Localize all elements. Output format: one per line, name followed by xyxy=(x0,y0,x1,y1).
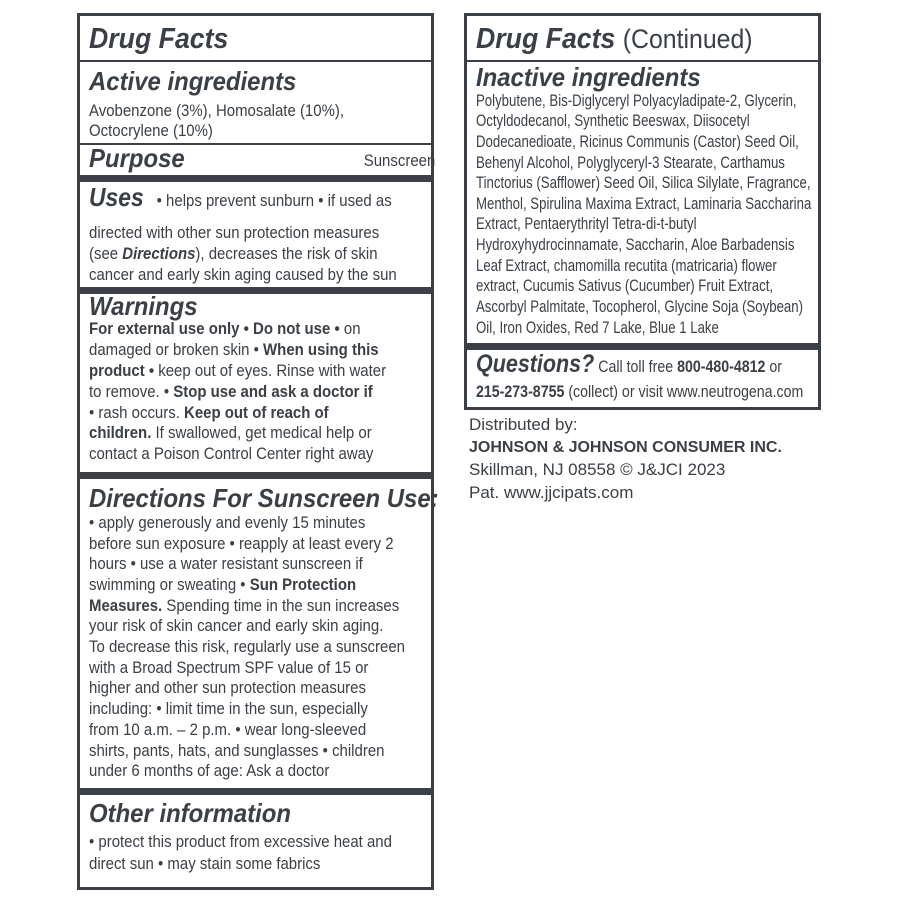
directions-line: shirts, pants, hats, and sunglasses • children xyxy=(89,741,385,760)
directions-heading: Directions For Sunscreen Use: xyxy=(89,483,439,513)
uses-line: directed with other sun protection measures xyxy=(89,223,380,242)
active-ingredients-line: Avobenzone (3%), Homosalate (10%), xyxy=(89,101,345,120)
directions-line: including: • limit time in the sun, especially xyxy=(89,699,368,718)
directions-line: To decrease this risk, regularly use a sunscreen xyxy=(89,637,405,656)
inactive-ingredients-line: Octyldodecanol, Synthetic Beeswax, Diisocetyl xyxy=(476,112,750,130)
inactive-ingredients-line: Extract, Pentaerythrityl Tetra-di-t-butyl xyxy=(476,215,697,233)
uses-text: (see xyxy=(89,244,123,263)
divider xyxy=(80,788,431,795)
uses-line: cancer and early skin aging caused by the sun xyxy=(89,265,397,284)
other-information-line: • protect this product from excessive heat and xyxy=(89,832,392,851)
active-ingredients-line: Octocrylene (10%) xyxy=(89,121,213,140)
inactive-ingredients-line: Leaf Extract, chamomilla recutita (matricaria) flower xyxy=(476,257,777,275)
directions-line: swimming or sweating • Sun Protection xyxy=(89,575,357,594)
directions-line: hours • use a water resistant sunscreen if xyxy=(89,554,363,573)
active-ingredients-heading: Active ingredients xyxy=(89,66,297,96)
directions-line: under 6 months of age: Ask a doctor xyxy=(89,761,330,780)
questions-heading: Questions? xyxy=(476,350,595,378)
uses-text: • helps prevent sunburn • if used as xyxy=(156,191,392,210)
inactive-ingredients-line: Behenyl Alcohol, Polyglyceryl-3 Stearate, Carthamus xyxy=(476,154,785,172)
directions-line: • apply generously and evenly 15 minutes xyxy=(89,513,366,532)
inactive-ingredients-line: Menthol, Spirulina Maxima Extract, Laminaria Saccharina xyxy=(476,195,812,213)
directions-line: before sun exposure • reapply at least every 2 xyxy=(89,534,394,553)
inactive-ingredients-line: Ascorbyl Palmitate, Tocopherol, Glycine Soja (Soybean) xyxy=(476,298,803,316)
distributed-by-label: Distributed by: xyxy=(469,415,578,434)
panel-title: Drug Facts xyxy=(89,23,229,55)
inactive-ingredients-line: Tinctorius (Safflower) Seed Oil, Silica Silylate, Fragrance, xyxy=(476,174,811,192)
warnings-heading: Warnings xyxy=(89,291,198,321)
phone-number: 215-273-8755 xyxy=(476,383,565,401)
drug-facts-panel xyxy=(77,13,439,890)
inactive-ingredients-line: Dodecanedioate, Ricinus Communis (Castor) Seed Oil, xyxy=(476,133,799,151)
directions-ref: Directions xyxy=(122,244,196,263)
inactive-ingredients-line: Polybutene, Bis-Diglyceryl Polyacyladipate-2, Glycerin, xyxy=(476,92,797,110)
drug-facts-continued-panel xyxy=(464,13,821,410)
distributor-company: JOHNSON & JOHNSON CONSUMER INC. xyxy=(469,439,782,456)
uses-line xyxy=(89,184,392,211)
warnings-line: children. If swallowed, get medical help or xyxy=(89,423,372,442)
other-information-line: direct sun • may stain some fabrics xyxy=(89,854,321,873)
purpose-heading: Purpose xyxy=(89,143,185,173)
distributor-patent: Pat. www.jjcipats.com xyxy=(469,483,634,502)
panel-title xyxy=(476,23,753,55)
divider xyxy=(80,60,431,62)
divider xyxy=(467,343,818,350)
warnings-line: For external use only • Do not use • on xyxy=(89,319,361,338)
divider xyxy=(80,472,431,479)
directions-line: from 10 a.m. – 2 p.m. • wear long-sleeved xyxy=(89,720,367,739)
uses-line xyxy=(89,244,378,264)
uses-heading: Uses xyxy=(89,182,144,212)
warnings-line: • rash occurs. Keep out of reach of xyxy=(89,403,329,422)
inactive-ingredients-heading: Inactive ingredients xyxy=(476,62,701,92)
directions-line: with a Broad Spectrum SPF value of 15 or xyxy=(89,658,369,677)
questions-line: 215-273-8755 (collect) or visit www.neutrogena.com xyxy=(476,383,804,401)
divider xyxy=(80,175,431,182)
distributor-address: Skillman, NJ 08558 © J&JCI 2023 xyxy=(469,460,726,479)
inactive-ingredients-line: extract, Cucumis Sativus (Cucumber) Fruit Extract, xyxy=(476,277,774,295)
inactive-ingredients-line: Oil, Iron Oxides, Red 7 Lake, Blue 1 Lake xyxy=(476,319,719,337)
questions-line: Questions? Call toll free 800-480-4812 or xyxy=(476,350,783,378)
uses-text: ), decreases the risk of skin xyxy=(195,244,378,263)
warnings-line: contact a Poison Control Center right away xyxy=(89,444,374,463)
panel-title-suffix: (Continued) xyxy=(622,24,753,54)
phone-number: 800-480-4812 xyxy=(677,358,766,376)
directions-line: higher and other sun protection measures xyxy=(89,678,366,697)
warnings-line: to remove. • Stop use and ask a doctor if xyxy=(89,382,373,401)
warnings-line: damaged or broken skin • When using this xyxy=(89,340,379,359)
purpose-value: Sunscreen xyxy=(363,151,435,170)
warnings-line: product • keep out of eyes. Rinse with water xyxy=(89,361,387,380)
directions-line: your risk of skin cancer and early skin aging. xyxy=(89,616,384,635)
directions-line: Measures. Spending time in the sun increases xyxy=(89,596,400,615)
other-information-heading: Other information xyxy=(89,798,291,828)
panel-title-text: Drug Facts xyxy=(476,23,616,55)
inactive-ingredients-line: Hydroxyhydrocinnamate, Saccharin, Aloe Barbadensis xyxy=(476,236,795,254)
